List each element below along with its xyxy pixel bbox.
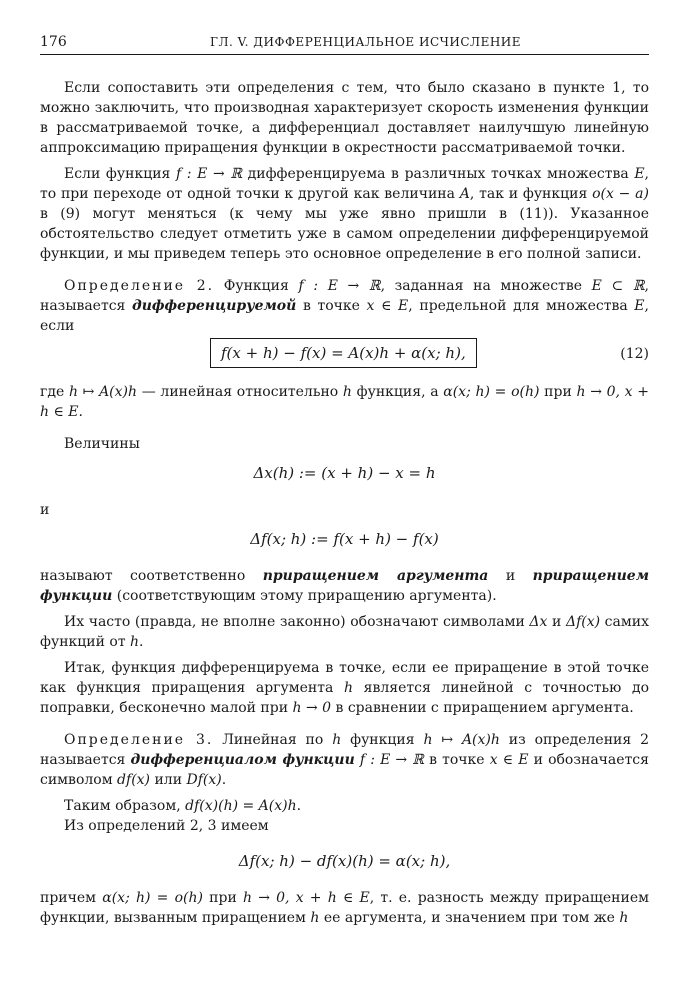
- term-differentiable: дифференцируемой: [132, 298, 297, 314]
- paragraph-notation: Их часто (правда, не вполне законно) обозначают символами Δx и Δf(x) самих функций от h.: [40, 614, 649, 650]
- values-word: Величины: [64, 436, 140, 452]
- definition-3: Определение 3. Линейная по h функция h ↦ A(x)h из определения 2 называется дифференциалом функции f : E → ℝ в точке x ∈ E и обозначается символом df(x) или Df(x).: [40, 732, 649, 788]
- paragraph-summary: Итак, функция дифференцируема в точке, если ее приращение в этой точке как функция приращения аргумента h является линейной с точностью до поправки, бесконечно малой при h → 0 в сравнении с приращением аргумента.: [40, 660, 649, 716]
- page-body: [40, 78, 649, 928]
- paragraph-varying-A: Если функция f : E → ℝ дифференцируема в различных точках множества E, то при переходе от одной точки к другой как величина A, так и функция o(x − a) в (9) могут меняться (к чему мы уже явно пришли в (11)). Указанное обстоятельство следует отметить уже в самом определении дифференцируемой функции, и мы приведем теперь это основное определение в его полной записи.: [40, 166, 649, 262]
- equation-number: (12): [620, 346, 649, 362]
- equation-12: [40, 336, 649, 376]
- definition-2: Определение 2. Функция f : E → ℝ, заданная на множестве E ⊂ ℝ, называется дифференцируемой в точке x ∈ E, предельной для множества E, если: [40, 278, 649, 334]
- paragraph-where: где h ↦ A(x)h — линейная относительно h функция, а α(x; h) = o(h) при h → 0, x + h ∈ E.: [40, 384, 649, 420]
- paragraph-thus: Таким образом, df(x)(h) = A(x)h.: [64, 798, 302, 814]
- page-number: 176: [40, 34, 67, 50]
- boxed-formula: f(x + h) − f(x) = A(x)h + α(x; h),: [210, 338, 477, 368]
- equation-difference: Δf(x; h) − df(x)(h) = α(x; h),: [238, 852, 451, 870]
- running-title: ГЛ. V. ДИФФЕРЕНЦИАЛЬНОЕ ИСЧИСЛЕНИЕ: [210, 35, 522, 49]
- term-function-increment: приращением функции: [40, 568, 650, 604]
- equation-delta-x: Δx(h) := (x + h) − x = h: [253, 464, 436, 482]
- paragraph-from-defs: Из определений 2, 3 имеем: [64, 818, 269, 834]
- term-argument-increment: приращением аргумента: [262, 568, 489, 584]
- and-word: и: [40, 502, 50, 518]
- paragraph-comparison: Если сопоставить эти определения с тем, что было сказано в пункте 1, то можно заключить, что производная характеризует скорость изменения функции в рассматриваемой точке, а дифференциал доставляет наилучшую линейную аппроксимацию приращения функции в окрестности рассматриваемой точки.: [40, 80, 649, 156]
- definition-2-label: Определение 2.: [64, 278, 215, 294]
- equation-delta-f: Δf(x; h) := f(x + h) − f(x): [250, 530, 439, 548]
- definition-3-label: Определение 3.: [64, 732, 214, 748]
- paragraph-final: причем α(x; h) = o(h) при h → 0, x + h ∈ E, т. е. разность между приращением функции, вызванным приращением h ее аргумента, и значением при том же h: [40, 890, 650, 926]
- paragraph-called: называют соответственно приращением аргумента и приращением функции (соответствующим этому приращению аргумента).: [40, 568, 650, 604]
- term-differential: дифференциалом функции: [130, 752, 355, 768]
- running-header: [40, 30, 649, 55]
